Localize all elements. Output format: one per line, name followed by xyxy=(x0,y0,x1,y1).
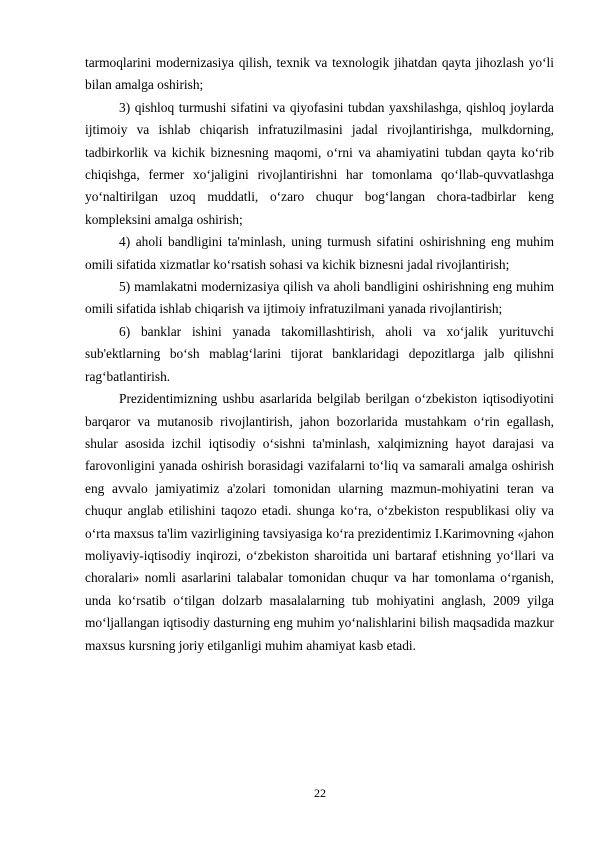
page-number: 22 xyxy=(314,786,326,800)
paragraph-president-works: Prezidentimizning ushbu asarlarida belgilab berilgan o‘zbekiston iqtisodiyotini barqaror va mutanosib rivojlantirish, jahon bozorlarida mustahkam o‘rin egallash, shular asosida izchil iqtisodiy o‘sishni ta'minlash, xalqimizning hayot darajasi va farovonligini yanada oshirish borasidagi vazifalarni to‘liq va samarali amalga oshirish eng avvalo jamiyatimiz a'zolari tomonidan ularning mazmun-mohiyatini teran va chuqur anglab etilishini taqozo etadi. shunga ko‘ra, o‘zbekiston respublikasi oliy va o‘rta maxsus ta'lim vazirligining tavsiyasiga ko‘ra prezidentimiz I.Karimovning «jahon moliyaviy-iqtisodiy inqirozi, o‘zbekiston sharoitida uni bartaraf etishning yo‘llari va choralari» nomli asarlarini talabalar tomonidan chuqur va har tomonlama o‘rganish, unda ko‘rsatib o‘tilgan dolzarb masalalarning tub mohiyatini anglash, 2009 yilga mo‘ljallangan iqtisodiy dasturning eng muhim yo‘nalishlarini bilish maqsadida mazkur maxsus kursning joriy etilganligi muhim ahamiyat kasb etadi. xyxy=(85,391,554,653)
paragraph-item-4: 4) aholi bandligini ta'minlash, uning turmush sifatini oshirishning eng muhim omili sifatida xizmatlar ko‘rsatish sohasi va kichik biznesni jadal rivojlantirish; xyxy=(85,234,554,272)
paragraph-continuation: tarmoqlarini modernizasiya qilish, texnik va texnologik jihatdan qayta jihozlash yo‘li bilan amalga oshirish; xyxy=(85,55,554,93)
body-text xyxy=(85,52,554,657)
paragraph-item-6: 6) banklar ishini yanada takomillashtirish, aholi va xo‘jalik yurituvchi sub'ektlarning bo‘sh mablag‘larini tijorat banklaridagi depozitlarga jalb qilishni rag‘batlantirish. xyxy=(85,323,554,384)
paragraph-item-3: 3) qishloq turmushi sifatini va qiyofasini tubdan yaxshilashga, qishloq joylarda ijtimoiy va ishlab chiqarish infratuzilmasini jadal rivojlantirishga, mulkdorning, tadbirkorlik va kichik biznesning maqomi, o‘rni va ahamiyatini tubdan qayta ko‘rib chiqishga, fermer xo‘jaligini rivojlantirishni har tomonlama qo‘llab-quvvatlashga yo‘naltirilgan uzoq muddatli, o‘zaro chuqur bog‘langan chora-tadbirlar keng kompleksini amalga oshirish; xyxy=(85,99,554,227)
paragraph-item-5: 5) mamlakatni modernizasiya qilish va aholi bandligini oshirishning eng muhim omili sifatida ishlab chiqarish va ijtimoiy infratuzilmani yanada rivojlantirish; xyxy=(85,279,554,317)
